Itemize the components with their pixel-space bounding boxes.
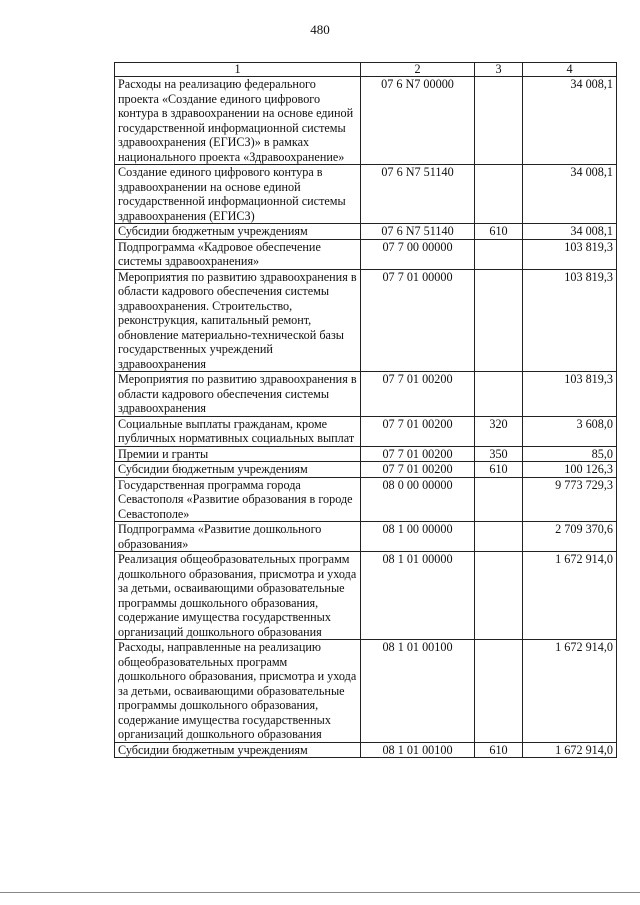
row-sum-cell: 85,0 xyxy=(523,446,617,462)
column-header-code: 2 xyxy=(361,63,475,77)
row-name-cell: Государственная программа города Севастополя «Развитие образования в городе Севастополе» xyxy=(115,477,361,522)
row-code-cell: 07 6 N7 51140 xyxy=(361,224,475,240)
row-type-cell: 320 xyxy=(475,416,523,446)
row-type-cell xyxy=(475,77,523,165)
row-code-cell: 08 1 00 00000 xyxy=(361,522,475,552)
row-code-cell: 08 0 00 00000 xyxy=(361,477,475,522)
row-code-cell: 07 7 00 00000 xyxy=(361,239,475,269)
table-row xyxy=(115,462,617,478)
table-body xyxy=(115,77,617,758)
row-type-cell xyxy=(475,165,523,224)
row-name-cell: Подпрограмма «Развитие дошкольного образования» xyxy=(115,522,361,552)
column-header-name: 1 xyxy=(115,63,361,77)
header-row xyxy=(115,63,617,77)
table-row xyxy=(115,640,617,743)
column-header-type: 3 xyxy=(475,63,523,77)
row-name-cell: Создание единого цифрового контура в здравоохранении на основе единой государственной информационной системы здравоохранения (ЕГИСЗ) xyxy=(115,165,361,224)
row-code-cell: 07 7 01 00200 xyxy=(361,416,475,446)
row-type-cell xyxy=(475,269,523,372)
row-name-cell: Субсидии бюджетным учреждениям xyxy=(115,462,361,478)
row-sum-cell: 1 672 914,0 xyxy=(523,742,617,758)
row-code-cell: 07 7 01 00200 xyxy=(361,372,475,417)
row-sum-cell: 1 672 914,0 xyxy=(523,552,617,640)
row-sum-cell: 103 819,3 xyxy=(523,372,617,417)
row-sum-cell: 34 008,1 xyxy=(523,165,617,224)
table-row xyxy=(115,269,617,372)
table-row xyxy=(115,372,617,417)
row-code-cell: 07 6 N7 00000 xyxy=(361,77,475,165)
row-code-cell: 07 7 01 00200 xyxy=(361,446,475,462)
row-type-cell xyxy=(475,372,523,417)
table-header xyxy=(115,63,617,77)
table-row xyxy=(115,742,617,758)
row-name-cell: Субсидии бюджетным учреждениям xyxy=(115,742,361,758)
row-name-cell: Подпрограмма «Кадровое обеспечение системы здравоохранения» xyxy=(115,239,361,269)
row-code-cell: 08 1 01 00000 xyxy=(361,552,475,640)
row-sum-cell: 103 819,3 xyxy=(523,239,617,269)
row-type-cell xyxy=(475,239,523,269)
row-type-cell: 350 xyxy=(475,446,523,462)
row-type-cell xyxy=(475,477,523,522)
row-sum-cell: 1 672 914,0 xyxy=(523,640,617,743)
row-name-cell: Мероприятия по развитию здравоохранения в области кадрового обеспечения системы здравоохранения. Строительство, реконструкция, капитальный ремонт, обновление материально-технической базы государственных учреждений здравоохранения xyxy=(115,269,361,372)
row-name-cell: Расходы на реализацию федерального проекта «Создание единого цифрового контура в здравоохранении на основе единой государственной информационной системы здравоохранения (ЕГИСЗ)» в рамках национального проекта «Здравоохранение» xyxy=(115,77,361,165)
row-name-cell: Субсидии бюджетным учреждениям xyxy=(115,224,361,240)
row-code-cell: 07 6 N7 51140 xyxy=(361,165,475,224)
table-row xyxy=(115,239,617,269)
row-type-cell: 610 xyxy=(475,224,523,240)
column-header-sum: 4 xyxy=(523,63,617,77)
table-row xyxy=(115,165,617,224)
row-type-cell xyxy=(475,640,523,743)
bottom-divider xyxy=(0,892,640,893)
row-type-cell: 610 xyxy=(475,742,523,758)
row-type-cell xyxy=(475,552,523,640)
table-row xyxy=(115,446,617,462)
row-name-cell: Социальные выплаты гражданам, кроме публичных нормативных социальных выплат xyxy=(115,416,361,446)
row-name-cell: Расходы, направленные на реализацию общеобразовательных программ дошкольного образования, присмотра и ухода за детьми, осваивающими образовательные программы дошкольного образования, содержание имущества государственных организаций дошкольного образования xyxy=(115,640,361,743)
row-type-cell: 610 xyxy=(475,462,523,478)
row-code-cell: 08 1 01 00100 xyxy=(361,640,475,743)
row-sum-cell: 34 008,1 xyxy=(523,77,617,165)
table-row xyxy=(115,477,617,522)
row-code-cell: 07 7 01 00200 xyxy=(361,462,475,478)
row-sum-cell: 34 008,1 xyxy=(523,224,617,240)
row-sum-cell: 9 773 729,3 xyxy=(523,477,617,522)
budget-table xyxy=(114,62,617,758)
row-sum-cell: 100 126,3 xyxy=(523,462,617,478)
table-row xyxy=(115,552,617,640)
row-sum-cell: 2 709 370,6 xyxy=(523,522,617,552)
page-number: 480 xyxy=(310,22,330,37)
row-sum-cell: 3 608,0 xyxy=(523,416,617,446)
row-name-cell: Реализация общеобразовательных программ дошкольного образования, присмотра и ухода за детьми, осваивающими образовательные программы дошкольного образования, содержание имущества государственных организаций дошкольного образования xyxy=(115,552,361,640)
row-name-cell: Мероприятия по развитию здравоохранения в области кадрового обеспечения системы здравоохранения xyxy=(115,372,361,417)
row-code-cell: 08 1 01 00100 xyxy=(361,742,475,758)
row-sum-cell: 103 819,3 xyxy=(523,269,617,372)
row-code-cell: 07 7 01 00000 xyxy=(361,269,475,372)
row-name-cell: Премии и гранты xyxy=(115,446,361,462)
table-row xyxy=(115,77,617,165)
table-row xyxy=(115,224,617,240)
table-row xyxy=(115,416,617,446)
row-type-cell xyxy=(475,522,523,552)
table-row xyxy=(115,522,617,552)
